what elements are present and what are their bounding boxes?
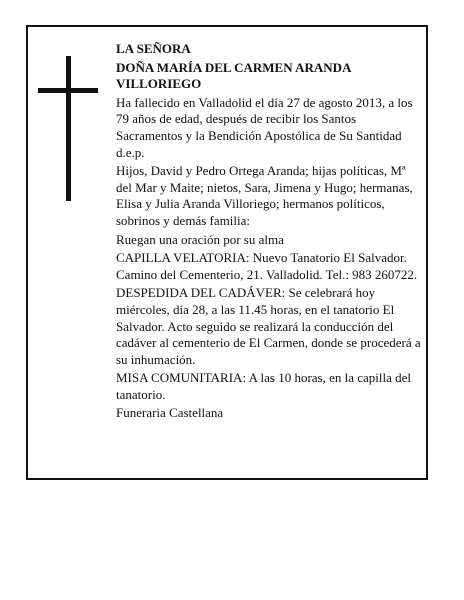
cross-horizontal-bar — [38, 88, 98, 93]
death-announcement: Ha fallecido en Valladolid el día 27 de agosto 2013, a los 79 años de edad, después de recibir los Santos Sacramentos y la Bendición Apostólica de Su Santidad d.e.p. — [116, 94, 413, 160]
title-line-1: LA SEÑORA — [116, 41, 191, 56]
notice-text — [116, 41, 424, 424]
obituary-notice — [26, 25, 428, 480]
funeral-home: Funeraria Castellana — [116, 405, 224, 421]
community-mass: MISA COMUNITARIA: A las 10 horas, en la capilla del tanatorio. — [116, 370, 412, 402]
family-list: Hijos, David y Pedro Ortega Aranda; hijas políticas, Mª del Mar y Maite; nietos, Sara, Jimena y Hugo; hermanas, Elisa y Julia Aranda Villoriego; hermanos políticos, sobrinos y demás familia: — [116, 163, 413, 228]
prayer-request: Ruegan una oración por su alma — [116, 231, 284, 247]
farewell-details: DESPEDIDA DEL CADÁVER: Se celebrará hoy miércoles, día 28, a las 11.45 horas, en el tanatorio El Salvador. Acto seguido se realizará la conducción del cadáver al cementerio de El Carmen, donde se procederá a su inhumación. — [116, 285, 421, 367]
deceased-name: DOÑA MARÍA DEL CARMEN ARANDA VILLORIEGO — [116, 59, 351, 92]
wake-chapel: CAPILLA VELATORIA: Nuevo Tanatorio El Salvador. Camino del Cementerio, 21. Valladolid. Tel.: 983 260722. — [116, 250, 418, 282]
cross-vertical-bar — [66, 56, 71, 201]
cross-icon — [38, 56, 98, 201]
